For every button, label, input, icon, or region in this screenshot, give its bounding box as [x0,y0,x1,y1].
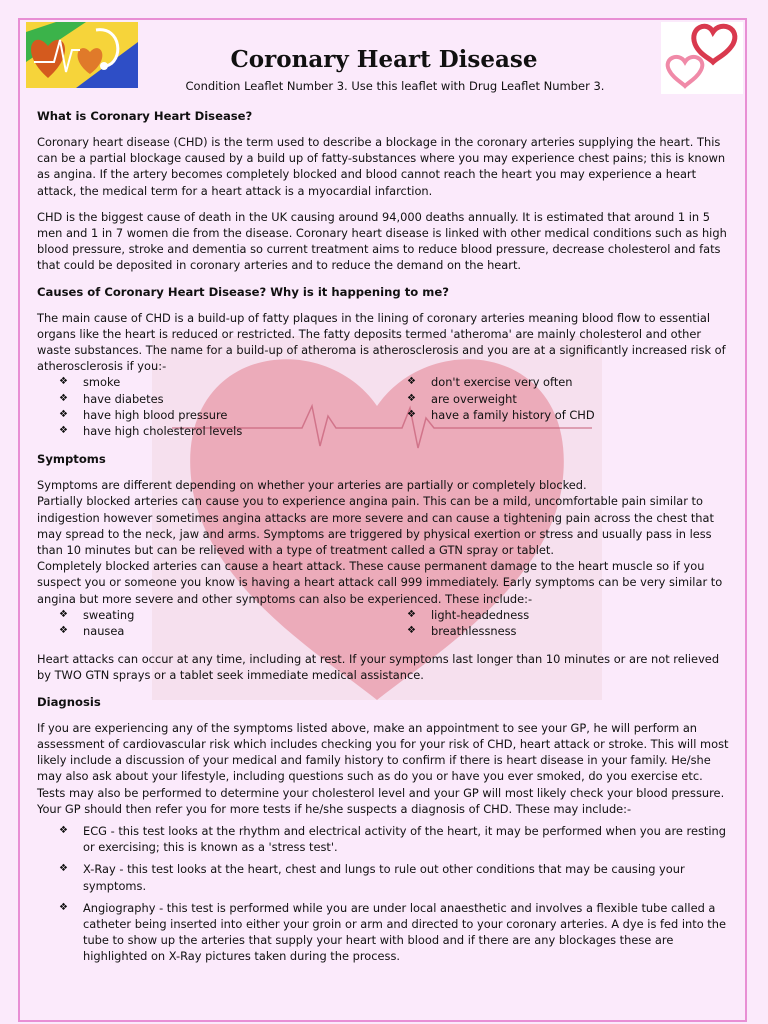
list-item: ❖ nausea [37,623,385,639]
list-item: ❖ sweating [37,607,385,623]
list-item: ❖ Angiography - this test is performed while you are under local anaesthetic and involves a flexible tube called a catheter being inserted into either your groin or arm and directed to your coronary arteries. A dye is fed into the tube to show up the arteries that supply your heart with blood and if there are any blockages these are highlighted on X-Ray pictures taken during the process. [37,900,733,965]
what-paragraph-2: CHD is the biggest cause of death in the UK causing around 94,000 deaths annually. It is estimated that around 1 in 5 men and 1 in 7 women die from the disease. Coronary heart disease is linked with other medical conditions such as high blood pressure, stroke and dementia so current treatment aims to reduce blood pressure, decrease cholesterol and fats that could be deposited in coronary arteries and to reduce the demand on the heart. [37,209,727,273]
symptoms-line-2: Partially blocked arteries can cause you to experience angina pain. This can be a mild, uncomfortable pain similar to indigestion however sometimes angina attacks are more severe and can cause a tightening pain across the chest that may spread to the neck, jaw and arms. Symptoms are triggered by physical exertion or stress and usually pass in less than 10 minutes but can be relieved with a type of treatment called a GTN spray or tablet. [37,494,714,558]
page-subtitle: Condition Leaflet Number 3. Use this leaflet with Drug Leaflet Number 3. [185,79,605,93]
list-item: ❖ are overweight [385,391,733,407]
what-paragraph-1: Coronary heart disease (CHD) is the term used to describe a blockage in the coronary arteries supplying the heart. This can be a partial blockage caused by a build up of fatty-substances where you may experience chest pains; this is known as angina. If the artery becomes completely blocked and blood cannot reach the heart you may experience a heart attack, the medical term for a heart attack is a myocardial infarction. [37,135,726,198]
list-item: ❖ have a family history of CHD [385,407,733,423]
what-heading: What is Coronary Heart Disease? [37,109,253,123]
list-item: ❖ breathlessness [385,623,733,639]
test-list [37,823,733,965]
symptoms-line-1: Symptoms are different depending on whether your arteries are partially or completely blocked. [37,478,587,493]
leaflet-content [37,108,733,971]
symptoms-heading: Symptoms [37,452,106,467]
heart-attack-warning: Heart attacks can occur at any time, including at rest. If your symptoms last longer than 10 minutes or are not relieved by TWO GTN sprays or a tablet seek immediate medical assistance. [37,652,720,683]
list-item: ❖ X-Ray - this test looks at the heart, chest and lungs to rule out other conditions that may be causing your symptoms. [37,861,733,893]
causes-paragraph: The main cause of CHD is a build-up of fatty plaques in the lining of coronary arteries meaning blood flow to essential organs like the heart is reduced or restricted. The fatty deposits termed 'atheroma' are mainly cholesterol and other waste substances. The name for a build-up of atheroma is atherosclerosis and you are at a significantly increased risk of atherosclerosis if you:- [37,310,726,374]
causes-heading: Causes of Coronary Heart Disease? Why is it happening to me? [37,284,449,299]
list-item: ❖ smoke [37,374,385,390]
list-item: ❖ ECG - this test looks at the rhythm and electrical activity of the heart, it may be performed when you are resting or exercising; this is known as a 'stress test'. [37,823,733,855]
list-item: ❖ don't exercise very often [385,374,733,390]
list-item: ❖ light-headedness [385,607,733,623]
diagnosis-heading: Diagnosis [37,694,101,709]
diagnosis-paragraph: If you are experiencing any of the symptoms listed above, make an appointment to see your GP, he will perform an assessment of cardiovascular risk which includes checking you for your risk of CHD, heart attack or stroke. This will most likely include a discussion of your medical and family history to confirm if there is heart disease in your family. He/she may also ask about your lifestyle, including questions such as do you or have you ever smoked, do you exercise etc. Tests may also be performed to determine your cholesterol level and your GP will most likely check your blood pressure. Your GP should then refer you for more tests if he/she suspects a diagnosis of CHD. These may include:- [37,720,729,816]
list-item: ❖ have high cholesterol levels [37,423,385,439]
risk-factor-list [37,374,733,439]
page-title: Coronary Heart Disease [230,46,538,73]
symptom-list [37,607,733,639]
list-item: ❖ have diabetes [37,391,385,407]
symptoms-line-3: Completely blocked arteries can cause a heart attack. These cause permanent damage to the heart muscle so if you suspect you or someone you know is having a heart attack call 999 immediately. Early symptoms can be very similar to angina but more severe and other symptoms can also be experienced. These include:- [37,559,723,606]
list-item: ❖ have high blood pressure [37,407,385,423]
